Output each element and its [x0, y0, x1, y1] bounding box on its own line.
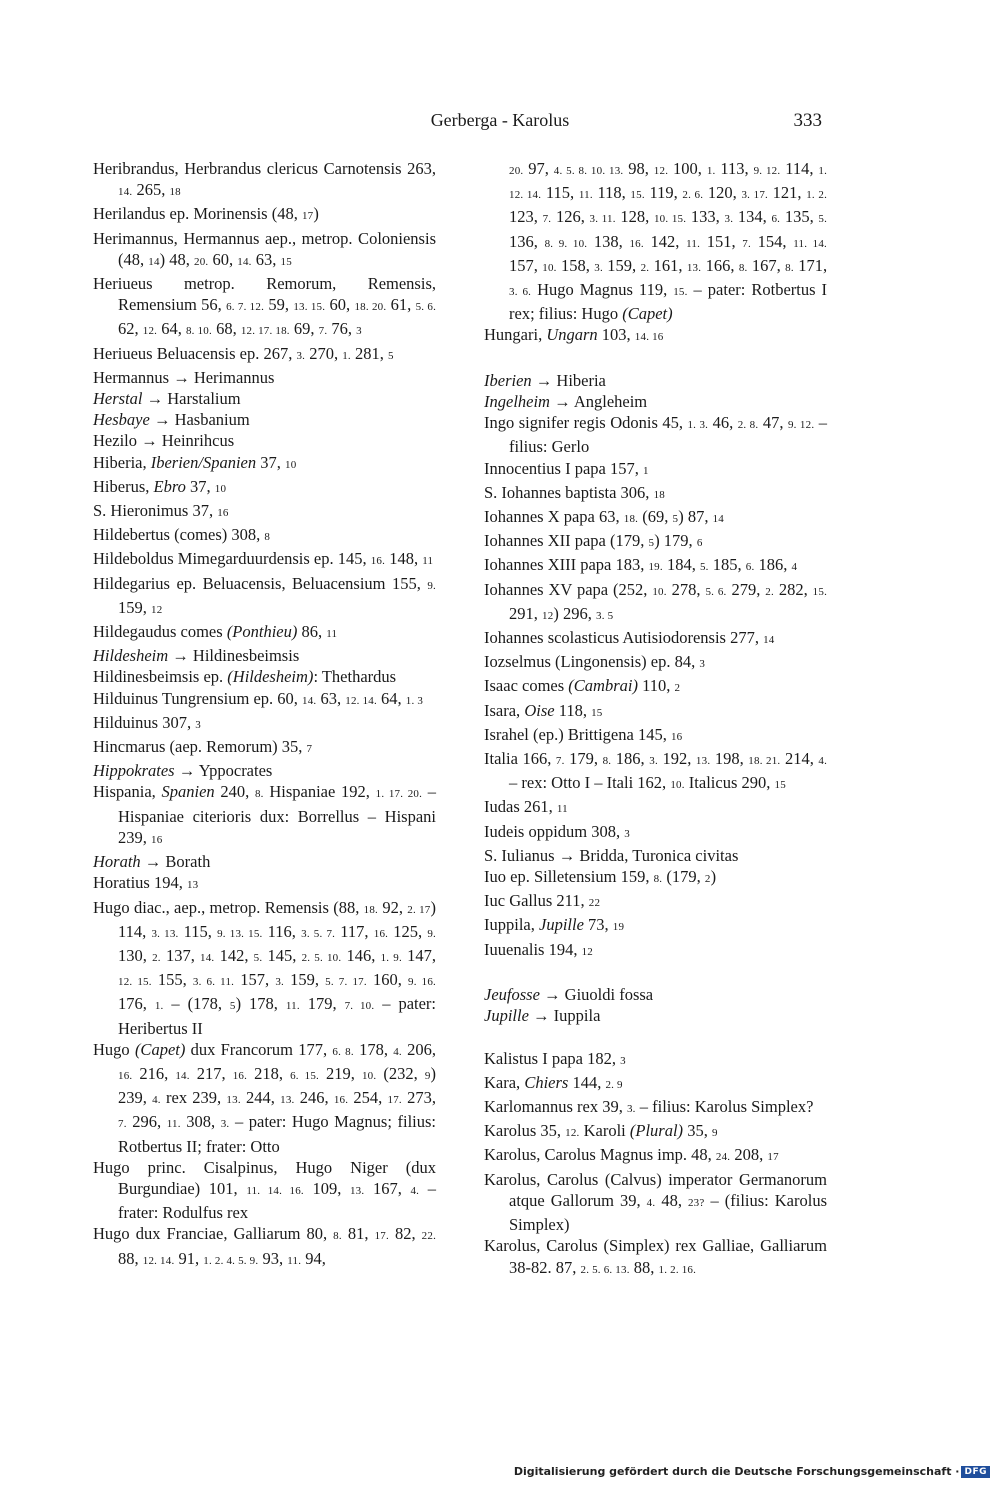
index-entry: Hesbaye → Hasbanium: [93, 410, 250, 430]
index-entry: Hermannus → Herimannus: [93, 367, 275, 387]
dfg-logo: DFG: [961, 1466, 990, 1478]
index-entry: Hippokrates → Yppocrates: [93, 761, 273, 781]
index-entry: Hincmarus (aep. Remorum) 35, 7: [93, 737, 313, 757]
index-entry: Iuppila, Jupille 73, 19: [484, 915, 625, 935]
index-entry: Iberien → Hiberia: [484, 370, 606, 390]
index-entry: Hungari, Ungarn 103, 14. 16: [484, 325, 664, 345]
index-entry: Hugo diac., aep., metrop. Remensis (88, 18. 92, 2. 17) 114, 3. 13. 115, 9. 13. 15. 116, 3. 5. 7. 117, 16. 125, 9. 130, 2. 137, 14. 142, 5. 145, 2. 5. 10. 146, 1. 9. 147, 12. 15. 155, 3. 6. 11. 157, 3. 159, 5. 7. 17. 160, 9. 16. 176, 1. – (178, 5) 178, 11. 179, 7. 10. – pater: Heribertus II: [93, 897, 437, 1038]
index-entry: Heriueus Beluacensis ep. 267, 3. 270, 1. 281, 5: [93, 343, 394, 363]
index-entry: Isara, Oise 118, 15: [484, 700, 603, 720]
index-entry: Hugo dux Franciae, Galliarum 80, 8. 81, 17. 82, 22. 88, 12. 14. 91, 1. 2. 4. 5. 9. 93, 11. 94,: [93, 1224, 437, 1268]
index-entry: Israhel (ep.) Brittigena 145, 16: [484, 724, 683, 744]
index-entry: Hiberia, Iberien/Spanien 37, 10: [93, 452, 297, 472]
index-entry: Karolus, Carolus (Simplex) rex Galliae, Galliarum 38-82. 87, 2. 5. 6. 13. 88, 1. 2. 16.: [484, 1236, 827, 1277]
index-entry: Iozselmus (Lingonensis) ep. 84, 3: [484, 652, 706, 672]
index-entry: S. Hieronimus 37, 16: [93, 501, 229, 521]
index-entry: Iohannes scolasticus Autisiodorensis 277, 14: [484, 628, 775, 648]
index-entry: 20. 97, 4. 5. 8. 10. 13. 98, 12. 100, 1. 113, 9. 12. 114, 1. 12. 14. 115, 11. 118, 15. 119, 2. 6. 120, 3. 17. 121, 1. 2. 123, 7. 126, 3. 11. 128, 10. 15. 133, 3. 134, 6. 135, 5. 136, 8. 9. 10. 138, 16. 142, 11. 151, 7. 154, 11. 14. 157, 10. 158, 3. 159, 2. 161, 13. 166, 8. 167, 8. 171, 3. 6. Hugo Magnus 119, 15. – pater: Rotbertus I rex; filius: Hugo (Capet): [509, 159, 828, 324]
index-entry: Karolus, Carolus Magnus imp. 48, 24. 208, 17: [484, 1145, 779, 1165]
index-entry: Hildegarius ep. Beluacensis, Beluacensium 155, 9. 159, 12: [93, 573, 436, 617]
index-entry: Hildinesbeimsis ep. (Hildesheim): Thethardus: [93, 667, 397, 687]
index-column-left: [93, 158, 436, 1272]
index-entry: Hildeboldus Mimegarduurdensis ep. 145, 16. 148, 11: [93, 549, 434, 569]
index-entry: S. Iohannes baptista 306, 18: [484, 482, 665, 502]
page-number: 333: [793, 110, 822, 131]
index-entry: Iuc Gallus 211, 22: [484, 891, 601, 911]
index-entry: Hildegaudus comes (Ponthieu) 86, 11: [93, 622, 338, 642]
section-gap: [484, 963, 827, 984]
index-entry: Kara, Chiers 144, 2. 9: [484, 1072, 623, 1092]
index-entry: Hezilo → Heinrihcus: [93, 431, 235, 451]
index-entry: Herstal → Harstalium: [93, 389, 241, 409]
index-entry: Heribrandus, Herbrandus clericus Carnotensis 263, 14. 265, 18: [93, 159, 436, 200]
index-entry: Hugo princ. Cisalpinus, Hugo Niger (dux Burgundiae) 101, 11. 14. 16. 109, 13. 167, 4. – frater: Rodulfus rex: [93, 1157, 436, 1223]
index-entry: Iohannes XV papa (252, 10. 278, 5. 6. 279, 2. 282, 15. 291, 12) 296, 3. 5: [484, 579, 828, 623]
index-entry: Hiberus, Ebro 37, 10: [93, 476, 227, 496]
index-entry: Isaac comes (Cambrai) 110, 2: [484, 676, 681, 696]
index-entry: Iudeis oppidum 308, 3: [484, 821, 630, 841]
section-gap: [484, 1026, 827, 1047]
index-entry: Iudas 261, 11: [484, 797, 568, 817]
section-gap: [484, 349, 827, 370]
index-entry: S. Iulianus → Bridda, Turonica civitas: [484, 845, 739, 865]
index-entry: Hispania, Spanien 240, 8. Hispaniae 192, 1. 17. 20. – Hispaniae citerioris dux: Borrellus – Hispani 239, 16: [93, 782, 437, 847]
index-entry: Herilandus ep. Morinensis (48, 17): [93, 204, 319, 224]
running-header: Gerberga - Karolus: [430, 110, 570, 130]
index-column-right: [484, 158, 827, 1281]
index-entry: Innocentius I papa 157, 1: [484, 458, 649, 478]
index-entry: Herimannus, Hermannus aep., metrop. Coloniensis (48, 14) 48, 20. 60, 14. 63, 15: [93, 228, 436, 269]
index-entry: Karolus 35, 12. Karoli (Plural) 35, 9: [484, 1121, 718, 1141]
index-entry: Jeufosse → Giuoldi fossa: [484, 985, 654, 1005]
footer-credit: Digitalisierung gefördert durch die Deutsche Forschungsgemeinschaft ·: [513, 1465, 960, 1478]
index-entry: Hildebertus (comes) 308, 8: [93, 525, 271, 545]
index-entry: Iohannes XIII papa 183, 19. 184, 5. 185, 6. 186, 4: [484, 555, 798, 575]
index-entry: Iohannes XII papa (179, 5) 179, 6: [484, 531, 703, 551]
index-entry: Hilduinus 307, 3: [93, 712, 201, 732]
index-entry: Iohannes X papa 63, 18. (69, 5) 87, 14: [484, 507, 724, 527]
index-entry: Horath → Borath: [93, 852, 211, 872]
index-entry: Horatius 194, 13: [93, 873, 199, 893]
index-entry: Italia 166, 7. 179, 8. 186, 3. 192, 13. 198, 18. 21. 214, 4. – rex: Otto I – Itali 162, 10. Italicus 290, 15: [484, 749, 828, 793]
index-entry: Iuuenalis 194, 12: [484, 939, 594, 959]
index-entry: Ingo signifer regis Odonis 45, 1. 3. 46, 2. 8. 47, 9. 12. – filius: Gerlo: [484, 413, 828, 457]
index-entry: Heriueus metrop. Remorum, Remensis, Remensium 56, 6. 7. 12. 59, 13. 15. 60, 18. 20. 61, 5. 6. 62, 12. 64, 8. 10. 68, 12. 17. 18. 69, 7. 76, 3: [93, 274, 437, 339]
index-entry: Hildesheim → Hildinesbeimsis: [93, 646, 300, 666]
index-entry: Ingelheim → Angleheim: [484, 392, 648, 412]
index-entry: Hugo (Capet) dux Francorum 177, 6. 8. 178, 4. 206, 16. 216, 14. 217, 16. 218, 6. 15. 219, 10. (232, 9) 239, 4. rex 239, 13. 244, 13. 246, 16. 254, 17. 273, 7. 296, 11. 308, 3. – pater: Hugo Magnus; filius: Rotbertus II; frater: Otto: [93, 1039, 437, 1156]
footer: [514, 1465, 990, 1478]
index-entry: Kalistus I papa 182, 3: [484, 1048, 626, 1068]
index-entry: Iuo ep. Silletensium 159, 8. (179, 2): [484, 867, 717, 887]
index-entry: Karolus, Carolus (Calvus) imperator Germanorum atque Gallorum 39, 4. 48, 23? – (filius: Karolus Simplex): [484, 1169, 828, 1235]
index-entry: Jupille → Iuppila: [484, 1006, 601, 1026]
index-entry: Hilduinus Tungrensium ep. 60, 14. 63, 12. 14. 64, 1. 3: [93, 688, 424, 708]
index-entry: Karlomannus rex 39, 3. – filius: Karolus Simplex?: [484, 1097, 814, 1117]
